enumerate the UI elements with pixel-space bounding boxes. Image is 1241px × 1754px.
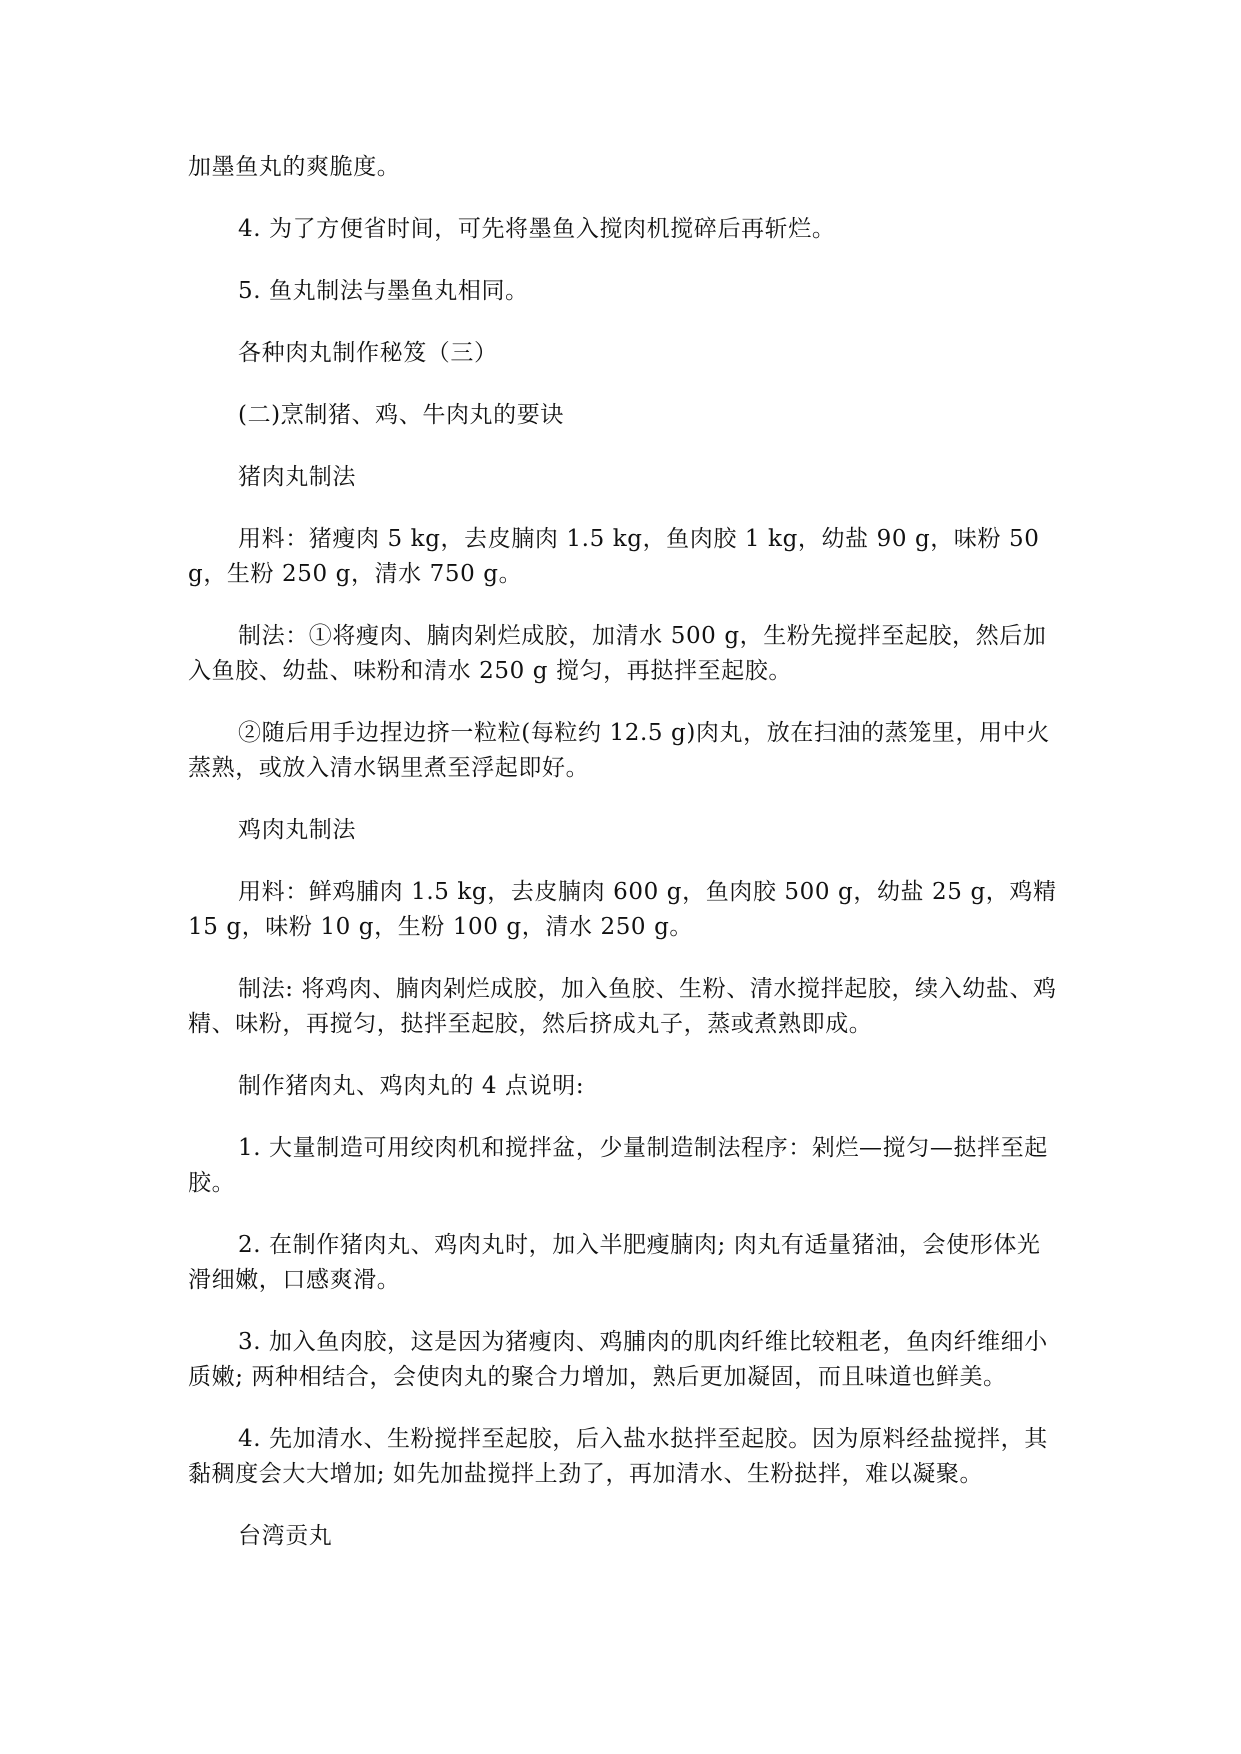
pork-method-step-1: 制法：①将瘦肉、腩肉剁烂成胶，加清水 500 g，生粉先搅拌至起胶，然后加入鱼胶、幼盐、味粉和清水 250 g 搅匀，再挞拌至起胶。: [188, 623, 1047, 684]
paragraph-note-4: 4. 为了方便省时间，可先将墨鱼入搅肉机搅碎后再斩烂。: [238, 216, 836, 242]
notes-heading: 制作猪肉丸、鸡肉丸的 4 点说明:: [238, 1073, 585, 1099]
section-title: 各种肉丸制作秘笈（三）: [238, 340, 498, 366]
recipe-heading-taiwan-meatball: 台湾贡丸: [238, 1523, 333, 1549]
pork-method-step-2: ②随后用手边捏边挤一粒粒(每粒约 12.5 g)肉丸，放在扫油的蒸笼里，用中火蒸熟，或放入清水锅里煮至浮起即好。: [188, 720, 1050, 781]
subsection-title: (二)烹制猪、鸡、牛肉丸的要诀: [238, 402, 564, 428]
paragraph-continuation: 加墨鱼丸的爽脆度。: [188, 154, 401, 180]
recipe-heading-pork: 猪肉丸制法: [238, 464, 356, 490]
chicken-method: 制法: 将鸡肉、腩肉剁烂成胶，加入鱼胶、生粉、清水搅拌起胶，续入幼盐、鸡精、味粉，再搅匀，挞拌至起胶，然后挤成丸子，蒸或煮熟即成。: [188, 976, 1057, 1037]
document-body: [188, 150, 1058, 1581]
note-item-3: 3. 加入鱼肉胶，这是因为猪瘦肉、鸡脯肉的肌肉纤维比较粗老，鱼肉纤维细小质嫩; 两种相结合，会使肉丸的聚合力增加，熟后更加凝固，而且味道也鲜美。: [188, 1329, 1048, 1390]
note-item-4: 4. 先加清水、生粉搅拌至起胶，后入盐水挞拌至起胶。因为原料经盐搅拌，其黏稠度会大大增加; 如先加盐搅拌上劲了，再加清水、生粉挞拌，难以凝聚。: [188, 1426, 1048, 1487]
paragraph-note-5: 5. 鱼丸制法与墨鱼丸相同。: [238, 278, 529, 304]
pork-ingredients: 用料：猪瘦肉 5 kg，去皮腩肉 1.5 kg，鱼肉胶 1 kg，幼盐 90 g，味粉 50 g，生粉 250 g，清水 750 g。: [188, 526, 1040, 587]
recipe-heading-chicken: 鸡肉丸制法: [238, 817, 356, 843]
note-item-1: 1. 大量制造可用绞肉机和搅拌盆，少量制造制法程序：剁烂—搅匀—挞拌至起胶。: [188, 1135, 1048, 1196]
chicken-ingredients: 用料：鲜鸡脯肉 1.5 kg，去皮腩肉 600 g，鱼肉胶 500 g，幼盐 25 g，鸡精 15 g，味粉 10 g，生粉 100 g，清水 250 g。: [188, 879, 1057, 940]
note-item-2: 2. 在制作猪肉丸、鸡肉丸时，加入半肥瘦腩肉; 肉丸有适量猪油，会使形体光滑细嫩，口感爽滑。: [188, 1232, 1041, 1293]
